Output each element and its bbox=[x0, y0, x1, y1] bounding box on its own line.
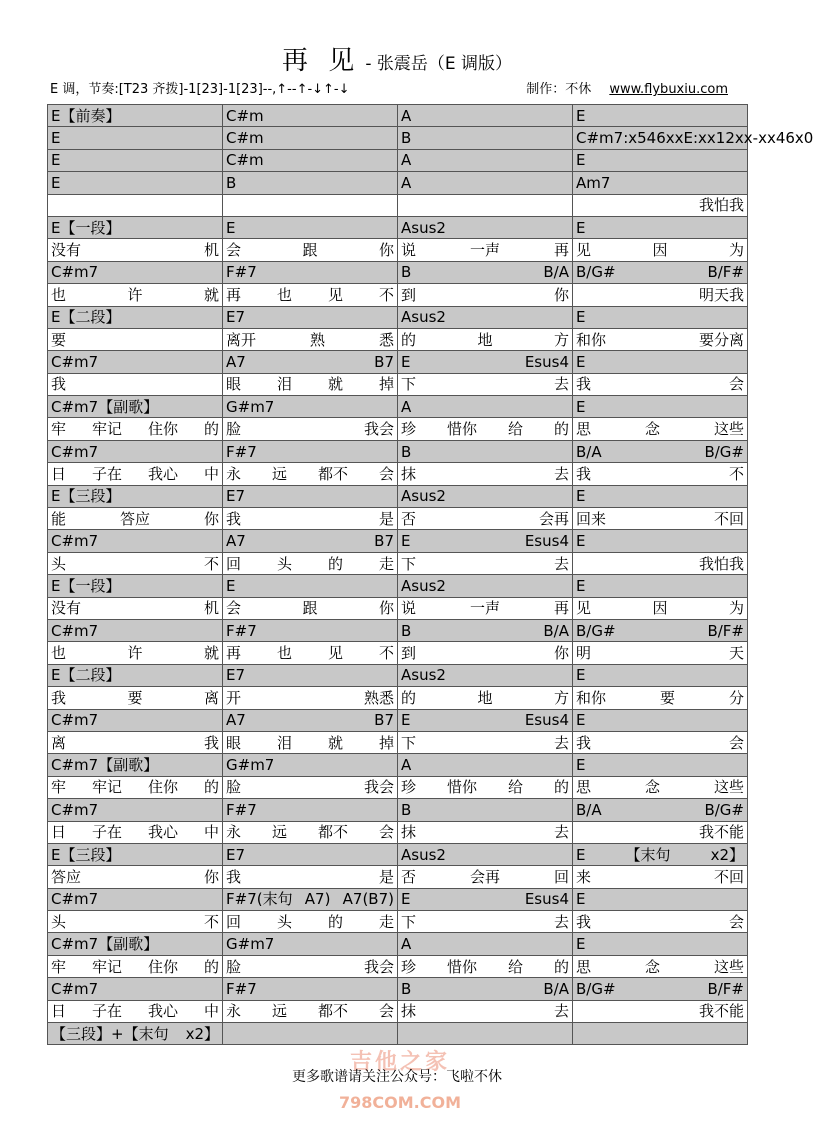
chord-cell: E Esus4 bbox=[398, 351, 573, 373]
chord-cell: B/A B/G# bbox=[573, 799, 748, 821]
site-link[interactable]: www.flybuxiu.com bbox=[609, 82, 728, 97]
lyric-cell: 思 念 这些 bbox=[573, 418, 748, 440]
lyric-cell: 没有 机 bbox=[48, 597, 223, 619]
chord-cell: G#m7 bbox=[223, 933, 398, 955]
lyric-cell: 下 去 bbox=[398, 552, 573, 574]
chord-sheet-table bbox=[47, 104, 813, 1045]
lyric-cell: 永 远 都不 会 bbox=[223, 1000, 398, 1022]
chord-cell: E bbox=[48, 149, 223, 171]
chord-cell: E【二段】 bbox=[48, 306, 223, 328]
lyric-cell: 说 一声 再 bbox=[398, 597, 573, 619]
lyric-cell: 回 头 的 走 bbox=[223, 552, 398, 574]
lyric-cell: 说 一声 再 bbox=[398, 239, 573, 261]
lyric-row bbox=[48, 731, 748, 753]
lyric-row bbox=[48, 508, 748, 530]
lyric-cell: 珍 惜你 给 的 bbox=[398, 418, 573, 440]
lyric-cell: 日 子在 我心 中 bbox=[48, 1000, 223, 1022]
lyric-cell: 会 跟 你 bbox=[223, 239, 398, 261]
chord-cell: C#m7【副歌】 bbox=[48, 754, 223, 776]
lyric-cell: 回来 不回 bbox=[573, 508, 748, 530]
chord-cell: A7 B7 bbox=[223, 709, 398, 731]
lyric-cell: 眼 泪 就 掉 bbox=[223, 373, 398, 395]
chord-cell: Asus2 bbox=[398, 664, 573, 686]
chord-cell: E bbox=[573, 575, 748, 597]
watermark-logo: 吉他之家 bbox=[349, 1050, 450, 1075]
chord-row bbox=[48, 888, 748, 910]
chord-cell: E bbox=[573, 530, 748, 552]
lyric-cell: 我不能 bbox=[573, 821, 748, 843]
chord-row bbox=[48, 799, 748, 821]
lyric-cell: 来 不回 bbox=[573, 866, 748, 888]
chord-row bbox=[48, 396, 748, 418]
chord-row bbox=[48, 530, 748, 552]
lyric-cell: 我 bbox=[48, 373, 223, 395]
lyric-cell: 头 不 bbox=[48, 552, 223, 574]
chord-cell: C#m7 bbox=[48, 619, 223, 641]
lyric-cell: 否 会再 回 bbox=[398, 866, 573, 888]
lyric-row bbox=[48, 418, 748, 440]
chord-cell: A7 B7 bbox=[223, 351, 398, 373]
chord-cell: C#m7 bbox=[48, 530, 223, 552]
lyric-row bbox=[48, 776, 748, 798]
chord-cell: E【三段】 bbox=[48, 843, 223, 865]
chord-cell: B bbox=[398, 127, 573, 149]
lyric-cell: 要 bbox=[48, 328, 223, 350]
chord-cell: E bbox=[573, 396, 748, 418]
chord-cell: B bbox=[398, 799, 573, 821]
lyric-cell: 珍 惜你 给 的 bbox=[398, 955, 573, 977]
chord-cell: E bbox=[573, 351, 748, 373]
lyric-row bbox=[48, 463, 748, 485]
chord-cell: F#7 bbox=[223, 978, 398, 1000]
chord-cell: E7 bbox=[223, 306, 398, 328]
lyric-cell: 没有 机 bbox=[48, 239, 223, 261]
chord-cell: A7 B7 bbox=[223, 530, 398, 552]
chord-row bbox=[48, 664, 748, 686]
lyric-cell: 回 头 的 走 bbox=[223, 911, 398, 933]
lyric-cell bbox=[398, 194, 573, 216]
chord-cell: F#7(末句 A7) A7(B7) bbox=[223, 888, 398, 910]
footer-note: 更多歌谱请关注公众号：飞啦不休 bbox=[292, 1069, 502, 1085]
chord-cell: C#m7 bbox=[48, 261, 223, 283]
lyric-cell bbox=[48, 194, 223, 216]
chord-cell: A bbox=[398, 396, 573, 418]
lyric-cell: 见 因 为 bbox=[573, 597, 748, 619]
lyric-cell: 的 地 方 bbox=[398, 687, 573, 709]
lyric-row bbox=[48, 597, 748, 619]
chord-cell: B B/A bbox=[398, 978, 573, 1000]
chord-cell: E7 bbox=[223, 664, 398, 686]
chord-cell: E bbox=[48, 172, 223, 194]
chord-cell: E 【末句 x2】 bbox=[573, 843, 748, 865]
lyric-row bbox=[48, 642, 748, 664]
lyric-cell: 我 不 bbox=[573, 463, 748, 485]
chord-cell: C#m7:x546xx E:xx12xx- xx46x0 bbox=[573, 127, 748, 149]
song-subtitle: - 张震岳（E 调版） bbox=[365, 54, 513, 74]
lyric-cell: 我 要 离 bbox=[48, 687, 223, 709]
chord-cell: Am7 bbox=[573, 172, 748, 194]
chord-row bbox=[48, 933, 748, 955]
lyric-cell: 我 是 bbox=[223, 508, 398, 530]
chord-cell: B bbox=[223, 172, 398, 194]
chord-cell: E【一段】 bbox=[48, 575, 223, 597]
chord-cell: E bbox=[573, 216, 748, 238]
lyric-cell: 到 你 bbox=[398, 284, 573, 306]
chord-row bbox=[48, 261, 748, 283]
lyric-cell: 永 远 都不 会 bbox=[223, 463, 398, 485]
chord-cell: E【三段】 bbox=[48, 485, 223, 507]
lyric-cell: 眼 泪 就 掉 bbox=[223, 731, 398, 753]
chord-cell: E bbox=[573, 709, 748, 731]
lyric-cell: 我 会 bbox=[573, 911, 748, 933]
chord-cell: 【三段】+【末句 x2】 bbox=[48, 1023, 223, 1045]
lyric-cell: 明天我 bbox=[573, 284, 748, 306]
chord-cell: F#7 bbox=[223, 261, 398, 283]
chord-cell bbox=[398, 1023, 573, 1045]
chord-cell: C#m7 bbox=[48, 440, 223, 462]
lyric-cell: 抹 去 bbox=[398, 821, 573, 843]
chord-cell: A bbox=[398, 172, 573, 194]
chord-cell: Asus2 bbox=[398, 216, 573, 238]
lyric-cell: 抹 去 bbox=[398, 463, 573, 485]
lyric-cell: 思 念 这些 bbox=[573, 955, 748, 977]
chord-cell: C#m7【副歌】 bbox=[48, 396, 223, 418]
lyric-cell: 再 也 见 不 bbox=[223, 284, 398, 306]
chord-cell: B/G# B/F# bbox=[573, 261, 748, 283]
chord-cell: E Esus4 bbox=[398, 709, 573, 731]
chord-cell: E【二段】 bbox=[48, 664, 223, 686]
chord-cell: C#m7 bbox=[48, 709, 223, 731]
chord-cell: B B/A bbox=[398, 261, 573, 283]
lyric-cell: 明 天 bbox=[573, 642, 748, 664]
chord-cell: A bbox=[398, 933, 573, 955]
chord-cell: B/G# B/F# bbox=[573, 619, 748, 641]
chord-cell: A bbox=[398, 754, 573, 776]
lyric-cell: 我 会 bbox=[573, 731, 748, 753]
lyric-cell: 日 子在 我心 中 bbox=[48, 463, 223, 485]
chord-cell: E【一段】 bbox=[48, 216, 223, 238]
chord-cell: E bbox=[48, 127, 223, 149]
chord-cell: E Esus4 bbox=[398, 530, 573, 552]
lyric-cell: 否 会再 bbox=[398, 508, 573, 530]
lyric-cell: 也 许 就 bbox=[48, 642, 223, 664]
chord-cell: F#7 bbox=[223, 440, 398, 462]
chord-cell: E bbox=[573, 149, 748, 171]
lyric-cell: 离 我 bbox=[48, 731, 223, 753]
lyric-cell: 下 去 bbox=[398, 373, 573, 395]
chord-row bbox=[48, 619, 748, 641]
song-title-line bbox=[0, 40, 794, 77]
lyric-row bbox=[48, 821, 748, 843]
watermark-url: 798COM.COM bbox=[338, 1093, 461, 1112]
lyric-row bbox=[48, 194, 748, 216]
lyric-row bbox=[48, 239, 748, 261]
chord-cell: E bbox=[573, 664, 748, 686]
lyric-cell: 离开 熟 悉 bbox=[223, 328, 398, 350]
lyric-cell: 答应 你 bbox=[48, 866, 223, 888]
chord-cell: E bbox=[573, 933, 748, 955]
chord-cell: C#m7 bbox=[48, 351, 223, 373]
lyric-cell: 我怕我 bbox=[573, 194, 748, 216]
chord-row bbox=[48, 485, 748, 507]
song-meta bbox=[50, 78, 750, 98]
lyric-row bbox=[48, 955, 748, 977]
lyric-cell: 见 因 为 bbox=[573, 239, 748, 261]
chord-cell: E bbox=[573, 105, 748, 127]
lyric-cell: 永 远 都不 会 bbox=[223, 821, 398, 843]
chord-cell: E7 bbox=[223, 843, 398, 865]
chord-cell: C#m7 bbox=[48, 888, 223, 910]
song-title: 再 见 bbox=[281, 46, 361, 76]
lyric-cell: 也 许 就 bbox=[48, 284, 223, 306]
author-label: 制作：不休 bbox=[526, 82, 592, 97]
lyric-cell: 我怕我 bbox=[573, 552, 748, 574]
chord-row bbox=[48, 127, 748, 149]
chord-cell: E【前奏】 bbox=[48, 105, 223, 127]
chord-cell: A bbox=[398, 149, 573, 171]
chord-row bbox=[48, 754, 748, 776]
lyric-cell: 牢 牢记 住你 的 bbox=[48, 418, 223, 440]
chord-cell: E7 bbox=[223, 485, 398, 507]
chord-cell: E bbox=[573, 888, 748, 910]
lyric-cell: 能 答应 你 bbox=[48, 508, 223, 530]
chord-row bbox=[48, 978, 748, 1000]
chord-row bbox=[48, 440, 748, 462]
lyric-cell: 牢 牢记 住你 的 bbox=[48, 955, 223, 977]
chord-row bbox=[48, 1023, 748, 1045]
lyric-cell: 下 去 bbox=[398, 731, 573, 753]
lyric-cell: 脸 我会 bbox=[223, 418, 398, 440]
lyric-cell: 脸 我会 bbox=[223, 955, 398, 977]
chord-cell: C#m7 bbox=[48, 978, 223, 1000]
chord-cell: F#7 bbox=[223, 799, 398, 821]
lyric-cell: 的 地 方 bbox=[398, 328, 573, 350]
lyric-cell: 会 跟 你 bbox=[223, 597, 398, 619]
lyric-cell: 抹 去 bbox=[398, 1000, 573, 1022]
chord-cell: F#7 bbox=[223, 619, 398, 641]
chord-row bbox=[48, 575, 748, 597]
chord-cell: B bbox=[398, 440, 573, 462]
lyric-cell bbox=[223, 194, 398, 216]
lyric-cell: 再 也 见 不 bbox=[223, 642, 398, 664]
lyric-cell: 我不能 bbox=[573, 1000, 748, 1022]
lyric-row bbox=[48, 687, 748, 709]
chord-cell: E Esus4 bbox=[398, 888, 573, 910]
chord-row bbox=[48, 306, 748, 328]
key-rhythm-info: E 调，节奏:[T23 齐拨]-1[23]-1[23]--,↑--↑-↓↑-↓ bbox=[50, 82, 350, 97]
author-info bbox=[526, 78, 728, 97]
chord-cell: Asus2 bbox=[398, 575, 573, 597]
chord-cell: E bbox=[573, 754, 748, 776]
lyric-cell: 和你 要分离 bbox=[573, 328, 748, 350]
chord-cell: G#m7 bbox=[223, 754, 398, 776]
lyric-cell: 和你 要 分 bbox=[573, 687, 748, 709]
chord-cell: C#m7【副歌】 bbox=[48, 933, 223, 955]
chord-cell bbox=[223, 1023, 398, 1045]
chord-row bbox=[48, 709, 748, 731]
lyric-cell: 脸 我会 bbox=[223, 776, 398, 798]
lyric-row bbox=[48, 1000, 748, 1022]
lyric-row bbox=[48, 328, 748, 350]
lyric-row bbox=[48, 373, 748, 395]
chord-cell: B/G# B/F# bbox=[573, 978, 748, 1000]
lyric-cell: 日 子在 我心 中 bbox=[48, 821, 223, 843]
chord-cell: C#m7 bbox=[48, 799, 223, 821]
chord-row bbox=[48, 172, 748, 194]
lyric-cell: 我 会 bbox=[573, 373, 748, 395]
chord-row bbox=[48, 843, 748, 865]
chord-cell: B/A B/G# bbox=[573, 440, 748, 462]
chord-cell: E bbox=[223, 216, 398, 238]
lyric-cell: 头 不 bbox=[48, 911, 223, 933]
lyric-row bbox=[48, 284, 748, 306]
lyric-row bbox=[48, 911, 748, 933]
chord-cell: E bbox=[573, 306, 748, 328]
chord-row bbox=[48, 216, 748, 238]
chord-row bbox=[48, 351, 748, 373]
chord-cell bbox=[573, 1023, 748, 1045]
lyric-cell: 开 熟悉 bbox=[223, 687, 398, 709]
lyric-cell: 思 念 这些 bbox=[573, 776, 748, 798]
lyric-cell: 牢 牢记 住你 的 bbox=[48, 776, 223, 798]
lyric-cell: 下 去 bbox=[398, 911, 573, 933]
chord-cell: Asus2 bbox=[398, 306, 573, 328]
lyric-cell: 到 你 bbox=[398, 642, 573, 664]
chord-cell: Asus2 bbox=[398, 485, 573, 507]
chord-row bbox=[48, 149, 748, 171]
chord-cell: B B/A bbox=[398, 619, 573, 641]
lyric-cell: 我 是 bbox=[223, 866, 398, 888]
chord-cell: C#m bbox=[223, 149, 398, 171]
lyric-cell: 珍 惜你 给 的 bbox=[398, 776, 573, 798]
chord-cell: Asus2 bbox=[398, 843, 573, 865]
chord-cell: C#m bbox=[223, 127, 398, 149]
chord-cell: A bbox=[398, 105, 573, 127]
lyric-row bbox=[48, 866, 748, 888]
chord-cell: E bbox=[573, 485, 748, 507]
chord-cell: G#m7 bbox=[223, 396, 398, 418]
chord-cell: E bbox=[223, 575, 398, 597]
chord-cell: C#m bbox=[223, 105, 398, 127]
lyric-row bbox=[48, 552, 748, 574]
chord-row bbox=[48, 105, 748, 127]
